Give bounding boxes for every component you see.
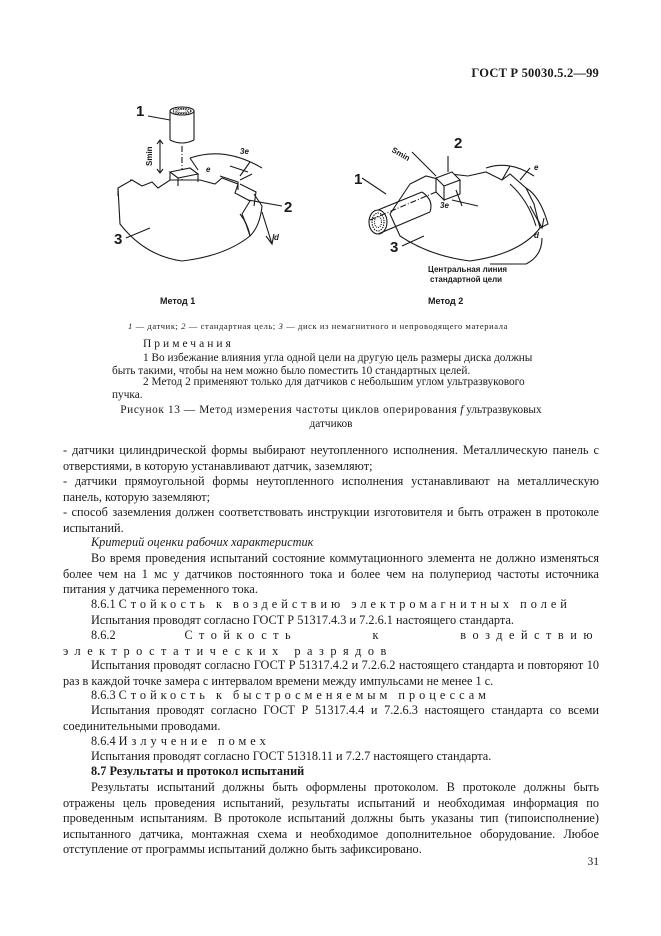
label-3-right: 3 — [390, 239, 399, 256]
bullet-1: - датчики цилиндрической формы выбирают неутопленного исполнения. Металлическую панель с отверстиями, в которую устанавливают датчик, заземляют; — [63, 443, 599, 473]
section-8-6-3-heading — [91, 688, 627, 704]
legend-t1: — датчик; — [132, 321, 182, 331]
s862-title: Стойкость к воздействию электростатических разрядов — [63, 628, 600, 658]
caption-f: f — [460, 404, 464, 416]
bullet-2: - датчики прямоугольной формы неутопленного исполнения устанавливают на металлическую панель, которую заземляют; — [63, 474, 599, 504]
label-3e-left: 3e — [240, 147, 249, 156]
s864-num: 8.6.4 — [91, 734, 116, 748]
label-e-right: e — [534, 163, 539, 172]
s863-num: 8.6.3 — [91, 688, 116, 702]
legend-n1: 1 — [128, 321, 133, 331]
criteria-title: Критерий оценки рабочих характеристик — [91, 535, 314, 549]
label-smin-left: Smin — [145, 146, 154, 166]
s861-title: Стойкость к воздействию электромагнитных полей — [118, 597, 571, 611]
label-d-left: d — [274, 233, 279, 242]
figure-13 — [90, 96, 570, 311]
section-8-6-2-heading — [63, 628, 599, 659]
s861-num: 8.6.1 — [91, 597, 116, 611]
note-1-line-1: 1 Во избежание влияния угла одной цели на другую цель размеры диска должны — [143, 352, 533, 364]
label-3-left: 3 — [114, 231, 123, 248]
label-2-left: 2 — [284, 199, 293, 216]
legend-n2: 2 — [181, 321, 187, 331]
note-2-line-2: пучка. — [112, 389, 143, 401]
figure-caption — [106, 404, 556, 431]
figure-drawing — [90, 96, 570, 311]
note-2-line-1: 2 Метод 2 применяют только для датчиков с небольшим углом ультразвукового — [143, 376, 525, 388]
bullet-3: - способ заземления должен соответствовать инструкции изготовителя и быть отражен в протоколе испытаний. — [63, 505, 599, 535]
section-8-6-1-heading — [91, 597, 627, 613]
s862-text: Испытания проводят согласно ГОСТ Р 51317.4.2 и 7.2.6.2 настоящего стандарта и повторяют 10 раз в каждой точке замера с интервалом времени между импульсами не менее 1 с. — [63, 658, 599, 688]
label-2-right: 2 — [454, 135, 463, 152]
label-1-left: 1 — [136, 103, 145, 120]
section-8-7-heading: 8.7 Результаты и протокол испытаний — [91, 764, 305, 778]
note-1-line-2: быть такими, чтобы на нем можно было поместить 10 стандартных целей. — [112, 365, 471, 377]
s863-text: Испытания проводят согласно ГОСТ Р 51317.4.4 и 7.2.6.3 настоящего стандарта со всеми соединительными проводами. — [63, 703, 599, 733]
caption-line2: датчиков — [309, 417, 353, 430]
caption-line1: Рисунок 13 — Метод измерения частоты циклов оперирования — [120, 404, 458, 416]
method-2-label: Метод 2 — [428, 296, 464, 306]
label-smin-right: Smin — [390, 145, 412, 163]
method-1-label: Метод 1 — [160, 296, 196, 306]
s862-num: 8.6.2 — [91, 628, 116, 642]
label-3e-right: 3e — [440, 201, 449, 210]
s864-text: Испытания проводят согласно ГОСТ 51318.11 и 7.2.7 настоящего стандарта. — [91, 749, 492, 763]
figure-legend — [128, 321, 508, 331]
legend-t3: — диск из немагнитного и непроводящего материала — [283, 321, 508, 331]
s864-title: Излучение помех — [118, 734, 270, 748]
sensor-cylinder-1 — [170, 107, 194, 143]
section-8-6-4-heading — [91, 734, 627, 750]
caption-line1-end: ультразвуковых — [463, 404, 542, 416]
label-e-left: e — [206, 165, 211, 174]
legend-t2: — стандартная цель; — [186, 321, 279, 331]
legend-n3: 3 — [278, 321, 284, 331]
s861-text: Испытания проводят согласно ГОСТ Р 51317.4.3 и 7.2.6.1 настоящего стандарта. — [91, 613, 514, 627]
label-central-line-2: стандартной цели — [430, 275, 503, 284]
label-central-line-1: Центральная линия — [428, 265, 508, 274]
s863-title: Стойкость к быстросменяемым процессам — [118, 688, 490, 702]
notes-title: Примечания — [143, 338, 234, 350]
label-1-right: 1 — [354, 171, 363, 188]
criteria-text: Во время проведения испытаний состояние коммутационного элемента не должно изменяться более чем на 1 мс у датчиков постоянного тока и более чем на полупериод частоты источника питания у датчика переменного тока. — [63, 551, 599, 597]
s87-text: Результаты испытаний должны быть оформлены протоколом. В протоколе должны быть отражены цель проведения испытаний, результаты испытаний и необходимая информация по проведенным испытаниям. В протоколе испытаний должны быть указаны тип (типоисполнение) испытанного датчика, монтажная схема и необходимое дополнительное оборудование. Любое отступление от программы испытаний должно быть зафиксировано. — [63, 780, 599, 857]
label-d-right: d — [534, 231, 539, 240]
document-header: ГОСТ Р 50030.5.2—99 — [471, 66, 599, 80]
page-number: 31 — [587, 856, 599, 868]
